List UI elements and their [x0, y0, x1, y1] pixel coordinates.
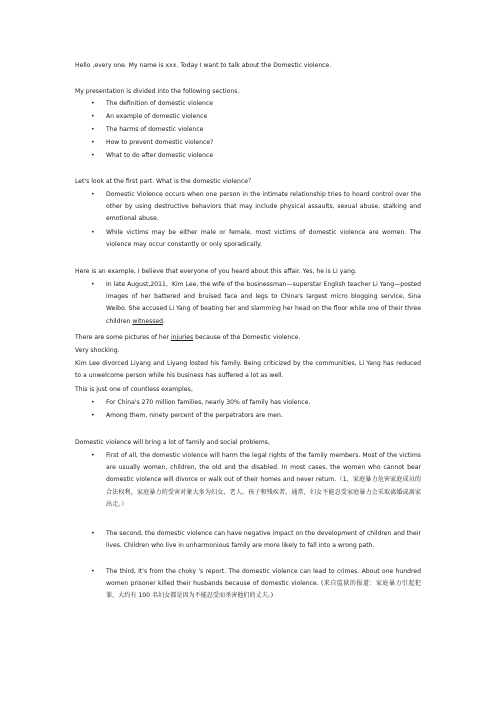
bullet: • [91, 152, 95, 159]
definition-item: While victims may be either male or female, most victims of domestic violence are women. The violence may occur constantly or only sporadically. [106, 229, 421, 249]
bullet: • [91, 113, 95, 120]
problems-intro: Domestic violence will bring a lot of family and social problems。 [75, 439, 274, 446]
bullet: • [91, 126, 95, 133]
bullet: • [91, 281, 95, 288]
bullet: • [91, 139, 95, 146]
harm-item: The second, the domestic violence can have negative impact on the development of children and their lives. Children who live in unharmonious family are more likely to fall into a wrong path. [106, 530, 421, 550]
example-end: . [163, 317, 165, 325]
harm-item: First of all, the domestic violence will harm the legal rights of the family members. Most of the victims are usually women, children, the old and the disabled. In most cases, the women who cannot bear domestic violence will divorce or walk out of their homes and never return.（1，家庭暴力危害家庭成员的合法权利，家庭暴力的受害对象大多为妇女、老人、孩子和残疾者。通常，妇女不能忍受家庭暴力会采取离婚或离家出走。） [106, 452, 421, 508]
example-text: In late August,2011，Kim Lee, the wife of the businessman—superstar English teacher Li Yang—posted images of her battered and bruised face and legs to China's largest micro blogging service, Sina Weibo. She accused Li Yang of beating her and slamming her head on the floor while one of their three children [106, 281, 421, 325]
section-item: The harms of domestic violence [106, 126, 204, 133]
harm-item: The third, It's from the choky 's report. The domestic violence can lead to crimes. About one hundred women prisoner killed their husbands because of domestic violence. (来自监狱的报道：家庭暴力引起犯罪，大约有 100 名妇女都是因为不能忍受而杀害他们的丈夫。) [106, 568, 421, 600]
definition-item: Domestic Violence occurs when one person in the intimate relationship tries to hoard control over the other by using destructive behaviors that may include physical assaults, sexual abuse, stalking and emotional abuse. [106, 191, 421, 223]
first-part-heading: Let's look at the first part. What is the domestic violence？ [75, 178, 255, 185]
stat-item: For China's 270 million families, nearly 30% of family has violence. [106, 399, 311, 406]
section-item: How to prevent domestic violence? [106, 139, 214, 146]
example-intro: Here is an example, I believe that everyone of you heard about this affair. Yes, he is Li yang. [75, 268, 357, 275]
underlined-word: witnessed [132, 317, 164, 325]
countless-line: This is just one of countless examples。 [75, 386, 197, 393]
bullet: • [91, 229, 95, 236]
example-item [106, 279, 421, 328]
divorce-paragraph: Kim Lee divorced Liyang and Liyang losted his family. Being criticized by the communities, Li Yang has reduced to a unwelcome person while his business has suffered a lot as well. [75, 360, 421, 380]
shocking-line: Very shocking. [75, 347, 120, 354]
underlined-word: injuries [170, 334, 194, 341]
stat-item: Among them, ninety percent of the perpetrators are men. [106, 412, 283, 419]
pictures-post: because of the Domestic violence. [193, 334, 301, 341]
bullet: • [91, 399, 95, 406]
bullet: • [91, 530, 95, 537]
pictures-pre: There are some pictures of her [75, 334, 171, 341]
bullet: • [91, 452, 95, 459]
bullet: • [91, 568, 95, 575]
bullet: • [91, 412, 95, 419]
bullet: • [91, 191, 95, 198]
sections-intro: My presentation is divided into the following sections. [75, 88, 240, 95]
bullet: • [91, 100, 95, 107]
section-item: An example of domestic violence [106, 113, 208, 120]
pictures-line [75, 332, 421, 344]
intro-paragraph: Hello ,every one. My name is xxx. Today I want to talk about the Domestic violence. [75, 62, 332, 69]
section-item: What to do after domestic violence [106, 152, 214, 159]
section-item: The definition of domestic violence [106, 100, 213, 107]
